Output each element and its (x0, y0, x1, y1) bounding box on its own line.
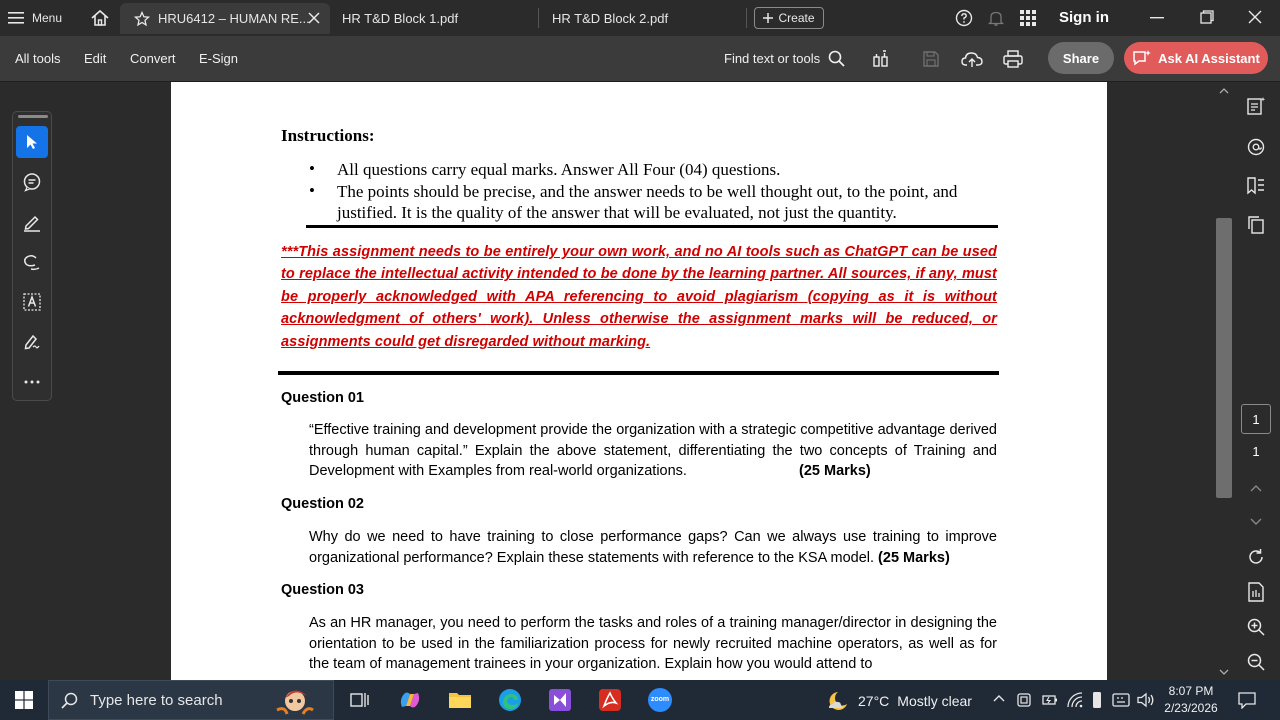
usb-drive-icon[interactable] (1091, 691, 1103, 709)
weather-widget[interactable] (826, 690, 972, 712)
star-icon[interactable] (134, 11, 150, 27)
instruction-bullet-1: All questions carry equal marks. Answer All Four (04) questions. (337, 160, 781, 179)
ai-summary-button[interactable] (1243, 93, 1269, 119)
right-rail (1233, 82, 1280, 680)
menu-label: Menu (32, 11, 63, 25)
find-text-or-tools[interactable] (724, 50, 845, 67)
main-toolbar (0, 36, 1280, 82)
instructions-heading: Instructions: (281, 126, 375, 145)
tab-hr-td-block-2[interactable] (538, 3, 738, 34)
print-icon[interactable] (1001, 47, 1025, 71)
apps-grid-icon[interactable] (1020, 10, 1036, 26)
zoom-out-icon (1247, 653, 1265, 671)
edit-menu[interactable]: Edit (84, 51, 107, 66)
share-button[interactable]: Share (1048, 42, 1114, 74)
add-comment-button[interactable] (16, 166, 48, 198)
tab-label: HRU6412 – HUMAN RE... (158, 11, 310, 26)
bookmarks-panel-button[interactable] (1243, 173, 1269, 199)
battery-plug-icon[interactable] (1042, 692, 1058, 708)
find-label: Find text or tools (724, 51, 821, 66)
title-bar (0, 0, 1280, 36)
more-tools-button[interactable] (16, 366, 48, 398)
tab-label: HR T&D Block 2.pdf (552, 11, 669, 26)
question-text: “Effective training and development provide the organization with a strategic competitive advantage derived through human capital.” Explain the above statement, differentiating the two concepts of Training and Development with Examples from real-world organizations. (309, 422, 997, 480)
question-01-text (309, 420, 997, 482)
question-marks: (25 Marks) (799, 463, 871, 480)
windows-start-icon[interactable] (11, 687, 37, 713)
tab-label: HR T&D Block 1.pdf (342, 11, 459, 26)
search-icon (828, 50, 845, 67)
taskbar-search-box[interactable] (48, 680, 334, 720)
chevron-up-icon (1250, 485, 1262, 492)
question-02-text (309, 527, 997, 568)
copy-pages-icon (1247, 215, 1265, 235)
cursor-arrow-icon (25, 134, 39, 150)
upload-cloud-icon[interactable] (960, 47, 984, 71)
close-tab-icon[interactable] (308, 12, 320, 24)
rotate-button[interactable] (1243, 544, 1269, 570)
ai-label: Ask AI Assistant (1158, 50, 1260, 66)
scroll-down-icon[interactable] (1219, 669, 1229, 675)
question-text: Why do we need to have training to close performance gaps? Can we always use training to improve organizational performance? Explain these statements with reference to the KSA model. (309, 529, 997, 566)
wifi-icon[interactable] (1067, 692, 1083, 708)
zoom-label: zoom (650, 696, 670, 703)
edge-browser-icon[interactable] (497, 687, 523, 713)
draw-tool-button[interactable] (16, 246, 48, 278)
section-divider (278, 371, 999, 375)
e-sign-menu[interactable]: E-Sign (199, 51, 239, 66)
pdf-page (171, 82, 1107, 680)
create-label: Create (778, 11, 815, 25)
plagiarism-warning: ***This assignment needs to be entirely your own work, and no AI tools such as ChatGPT can be used to replace the intellectual activity intended to be done by the learning partner. All sources, if any, must be properly acknowledged with APA referencing to avoid plagiarism (copying as it is without acknowledgment of others' work). Unless otherwise the assignment marks will be reduced, or assignments could get disregarded without marking. (281, 244, 997, 350)
bell-icon[interactable] (987, 9, 1005, 27)
all-tools-menu[interactable]: All tools (15, 51, 61, 66)
freehand-draw-icon (22, 252, 42, 272)
chevron-down-icon (1250, 518, 1262, 525)
zoom-in-button[interactable] (1243, 614, 1269, 640)
minimize-icon[interactable] (1150, 17, 1164, 19)
next-page-button[interactable] (1243, 508, 1269, 534)
fill-sign-icon (22, 332, 42, 352)
copilot-icon[interactable] (397, 687, 423, 713)
convert-menu[interactable]: Convert (130, 51, 176, 66)
task-view-icon[interactable] (347, 687, 373, 713)
device-icon[interactable] (1016, 692, 1032, 708)
notification-center-icon[interactable] (1238, 691, 1256, 709)
search-mascot-icon (267, 684, 323, 718)
home-icon (90, 9, 110, 27)
ask-ai-assistant-button[interactable] (1124, 42, 1268, 74)
select-tool-button[interactable] (16, 126, 48, 158)
windows-taskbar (0, 680, 1280, 720)
save-icon[interactable] (919, 47, 943, 71)
menu-button[interactable] (8, 6, 62, 30)
total-pages-label: 1 (1252, 444, 1260, 459)
text-box-tool-button[interactable] (16, 286, 48, 318)
comment-icon (22, 172, 42, 192)
close-window-icon[interactable] (1248, 10, 1262, 24)
more-horizontal-icon (24, 380, 40, 384)
visual-studio-icon[interactable] (547, 687, 573, 713)
pen-highlight-icon (22, 212, 42, 232)
hamburger-icon (8, 11, 24, 25)
page-display-button[interactable] (1243, 579, 1269, 605)
comment-at-icon (1246, 137, 1266, 157)
instruction-bullet-2: The points should be precise, and the answer needs to be well thought out, to the point, and justified. It is the quality of the answer that will be evaluated, not just the quantity. (337, 182, 958, 222)
file-explorer-icon[interactable] (447, 687, 473, 713)
search-icon (61, 692, 78, 709)
page-thumbnails-button[interactable] (1243, 212, 1269, 238)
chevron-up-icon[interactable] (993, 694, 1005, 702)
previous-page-button[interactable] (1243, 475, 1269, 501)
sign-in-link[interactable]: Sign in (1059, 9, 1109, 26)
time-label: 8:07 PM (1168, 684, 1214, 698)
tab-hru6412[interactable] (120, 3, 330, 34)
date-label: 2/23/2026 (1164, 701, 1218, 715)
keyboard-icon[interactable] (1112, 692, 1130, 708)
question-03-heading: Question 03 (281, 582, 364, 598)
palette-drag-handle[interactable] (18, 115, 48, 118)
question-text: As an HR manager, you need to perform the tasks and roles of a training manager/director in designing the orientation to be used in the familiarization process for newly recruited machine operators, as well as for the team of management trainees in your organization. Explain how you would attend to (309, 615, 997, 673)
speaker-icon[interactable] (1137, 692, 1155, 708)
home-button[interactable] (88, 6, 112, 30)
question-01-heading: Question 01 (281, 390, 364, 406)
highlight-tool-button[interactable] (16, 206, 48, 238)
question-02-heading: Question 02 (281, 496, 364, 512)
document-ai-icon (1246, 96, 1266, 116)
tab-hr-td-block-1[interactable] (328, 3, 528, 34)
quick-tools-palette (12, 111, 52, 401)
ai-tools-icon[interactable] (869, 47, 893, 71)
restore-icon[interactable] (1200, 10, 1214, 24)
moon-cloud-icon (826, 690, 850, 712)
search-placeholder: Type here to search (90, 691, 223, 709)
current-page-input[interactable]: 1 (1241, 404, 1271, 434)
zoom-out-button[interactable] (1243, 649, 1269, 675)
plus-icon (763, 13, 773, 23)
comments-panel-button[interactable] (1243, 134, 1269, 160)
weather-condition-label: Mostly clear (897, 693, 972, 709)
section-divider (306, 225, 998, 228)
create-button[interactable] (754, 7, 824, 29)
page-fit-icon (1247, 582, 1265, 602)
tab-divider (746, 8, 747, 28)
temperature-label: 27°C (858, 693, 890, 709)
rotate-icon (1247, 548, 1265, 566)
bullet-marker: • (309, 159, 315, 178)
zoom-in-icon (1247, 618, 1265, 636)
system-clock[interactable] (1160, 683, 1222, 717)
bullet-marker: • (309, 181, 315, 200)
text-box-icon (22, 292, 42, 312)
document-viewport[interactable] (0, 82, 1215, 680)
sign-tool-button[interactable] (16, 326, 48, 358)
help-icon[interactable] (955, 9, 973, 27)
bookmark-list-icon (1246, 176, 1266, 196)
question-marks: (25 Marks) (878, 549, 950, 566)
question-03-text (309, 613, 997, 675)
zoom-app-icon[interactable] (647, 687, 673, 713)
vertical-scrollbar[interactable] (1215, 82, 1233, 680)
scroll-up-icon[interactable] (1219, 88, 1229, 94)
acrobat-icon[interactable] (597, 687, 623, 713)
scrollbar-thumb[interactable] (1216, 218, 1232, 498)
ai-assistant-icon (1132, 49, 1152, 67)
